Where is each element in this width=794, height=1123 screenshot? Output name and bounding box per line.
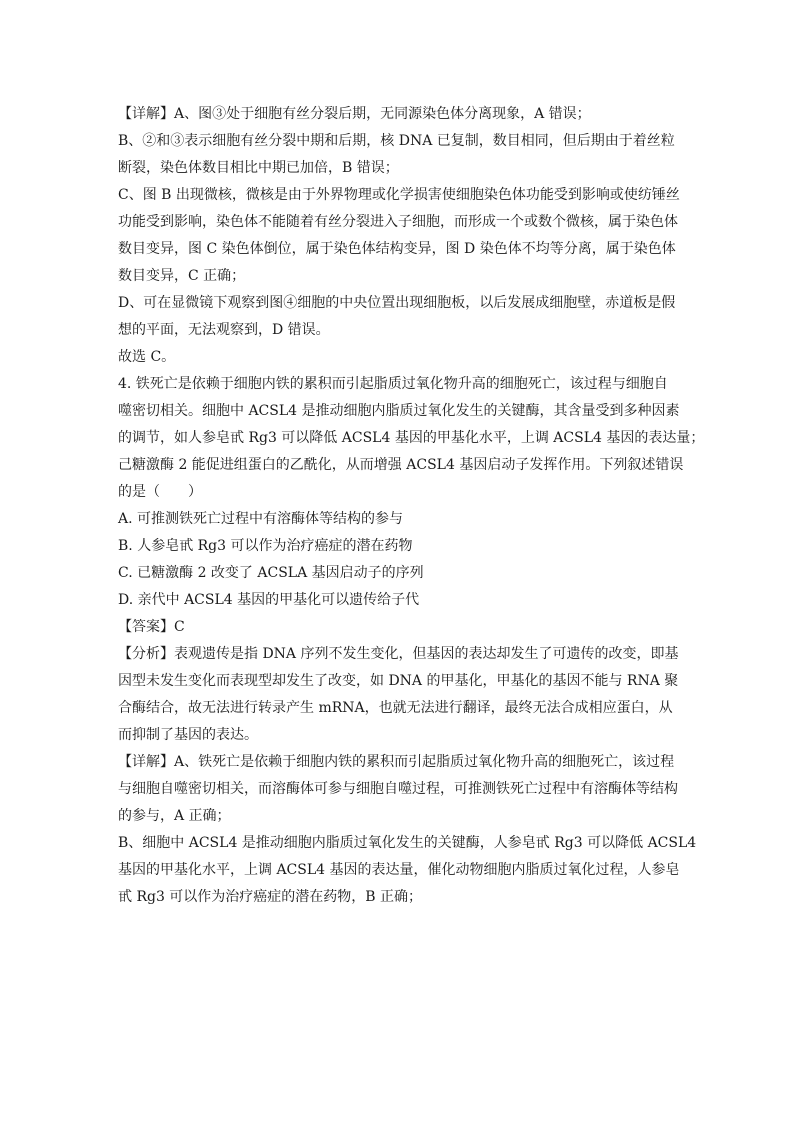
text-line-detail-b-1: B、②和③表示细胞有丝分裂中期和后期，核 DNA 已复制，数目相同，但后期由于着丝粒: [118, 133, 675, 149]
detail-4-a-line-1: 【详解】A、铁死亡是依赖于细胞内铁的累积而引起脂质过氧化物升高的细胞死亡，该过程: [118, 754, 675, 770]
question-4-line-4: 己糖激酶 2 能促进组蛋白的乙酰化，从而增强 ACSL4 基因启动子发挥作用。下列叙述错误: [118, 457, 684, 473]
question-4-line-2: 噬密切相关。细胞中 ACSL4 是推动细胞内脂质过氧化发生的关键酶，其含量受到多种因素: [118, 403, 680, 419]
text-line-detail-a: 【详解】A、图③处于细胞有丝分裂后期，无同源染色体分离现象，A 错误；: [118, 106, 591, 122]
text-line-choice: 故选 C。: [118, 349, 176, 365]
analysis-line-4: 而抑制了基因的表达。: [118, 727, 258, 743]
detail-4-a-line-3: 的参与，A 正确；: [118, 808, 231, 824]
option-c: C. 已糖激酶 2 改变了 ACSLA 基因启动子的序列: [118, 565, 424, 581]
text-line-detail-d-2: 想的平面，无法观察到，D 错误。: [118, 322, 330, 338]
detail-4-b-line-3: 甙 Rg3 可以作为治疗癌症的潜在药物，B 正确；: [118, 889, 423, 905]
option-d: D. 亲代中 ACSL4 基因的甲基化可以遗传给子代: [118, 592, 420, 608]
text-line-detail-d-1: D、可在显微镜下观察到图④细胞的中央位置出现细胞板，以后发展成细胞壁，赤道板是假: [118, 295, 676, 311]
analysis-line-1: 【分析】表观遗传是指 DNA 序列不发生变化，但基因的表达却发生了可遗传的改变，即基: [118, 646, 679, 662]
question-4-line-3: 的调节，如人参皂甙 Rg3 可以降低 ACSL4 基因的甲基化水平，上调 ACSL4 基因的表达量；: [118, 430, 705, 446]
option-b: B. 人参皂甙 Rg3 可以作为治疗癌症的潜在药物: [118, 538, 413, 554]
document-body: [118, 101, 705, 911]
text-line-detail-b-2: 断裂，染色体数目相比中期已加倍，B 错误；: [118, 160, 399, 176]
analysis-line-2: 因型未发生变化而表现型却发生了改变，如 DNA 的甲基化，甲基化的基因不能与 RNA 聚: [118, 673, 679, 689]
analysis-line-3: 合酶结合，故无法进行转录产生 mRNA，也就无法进行翻译，最终无法合成相应蛋白，从: [118, 700, 673, 716]
detail-4-a-line-2: 与细胞自噬密切相关，而溶酶体可参与细胞自噬过程，可推测铁死亡过程中有溶酶体等结构: [118, 781, 678, 797]
text-line-detail-c-1: C、图 B 出现微核，微核是由于外界物理或化学损害使细胞染色体功能受到影响或使纺锤丝: [118, 187, 680, 203]
text-line-detail-c-4: 数目变异，C 正确；: [118, 268, 246, 284]
detail-4-b-line-1: B、细胞中 ACSL4 是推动细胞内脂质过氧化发生的关键酶，人参皂甙 Rg3 可以降低 ACSL4: [118, 835, 697, 851]
text-line-detail-c-3: 数目变异，图 C 染色体倒位，属于染色体结构变异，图 D 染色体不均等分离，属于染色体: [118, 241, 676, 257]
option-a: A. 可推测铁死亡过程中有溶酶体等结构的参与: [118, 511, 404, 527]
text-line-detail-c-2: 功能受到影响，染色体不能随着有丝分裂进入子细胞，而形成一个或数个微核，属于染色体: [118, 214, 678, 230]
question-4-line-5: 的是（ ）: [118, 484, 202, 500]
answer-line: 【答案】C: [118, 619, 185, 635]
question-4-line-1: 4. 铁死亡是依赖于细胞内铁的累积而引起脂质过氧化物升高的细胞死亡，该过程与细胞自: [118, 376, 668, 392]
detail-4-b-line-2: 基因的甲基化水平，上调 ACSL4 基因的表达量，催化动物细胞内脂质过氧化过程，人参皂: [118, 862, 680, 878]
